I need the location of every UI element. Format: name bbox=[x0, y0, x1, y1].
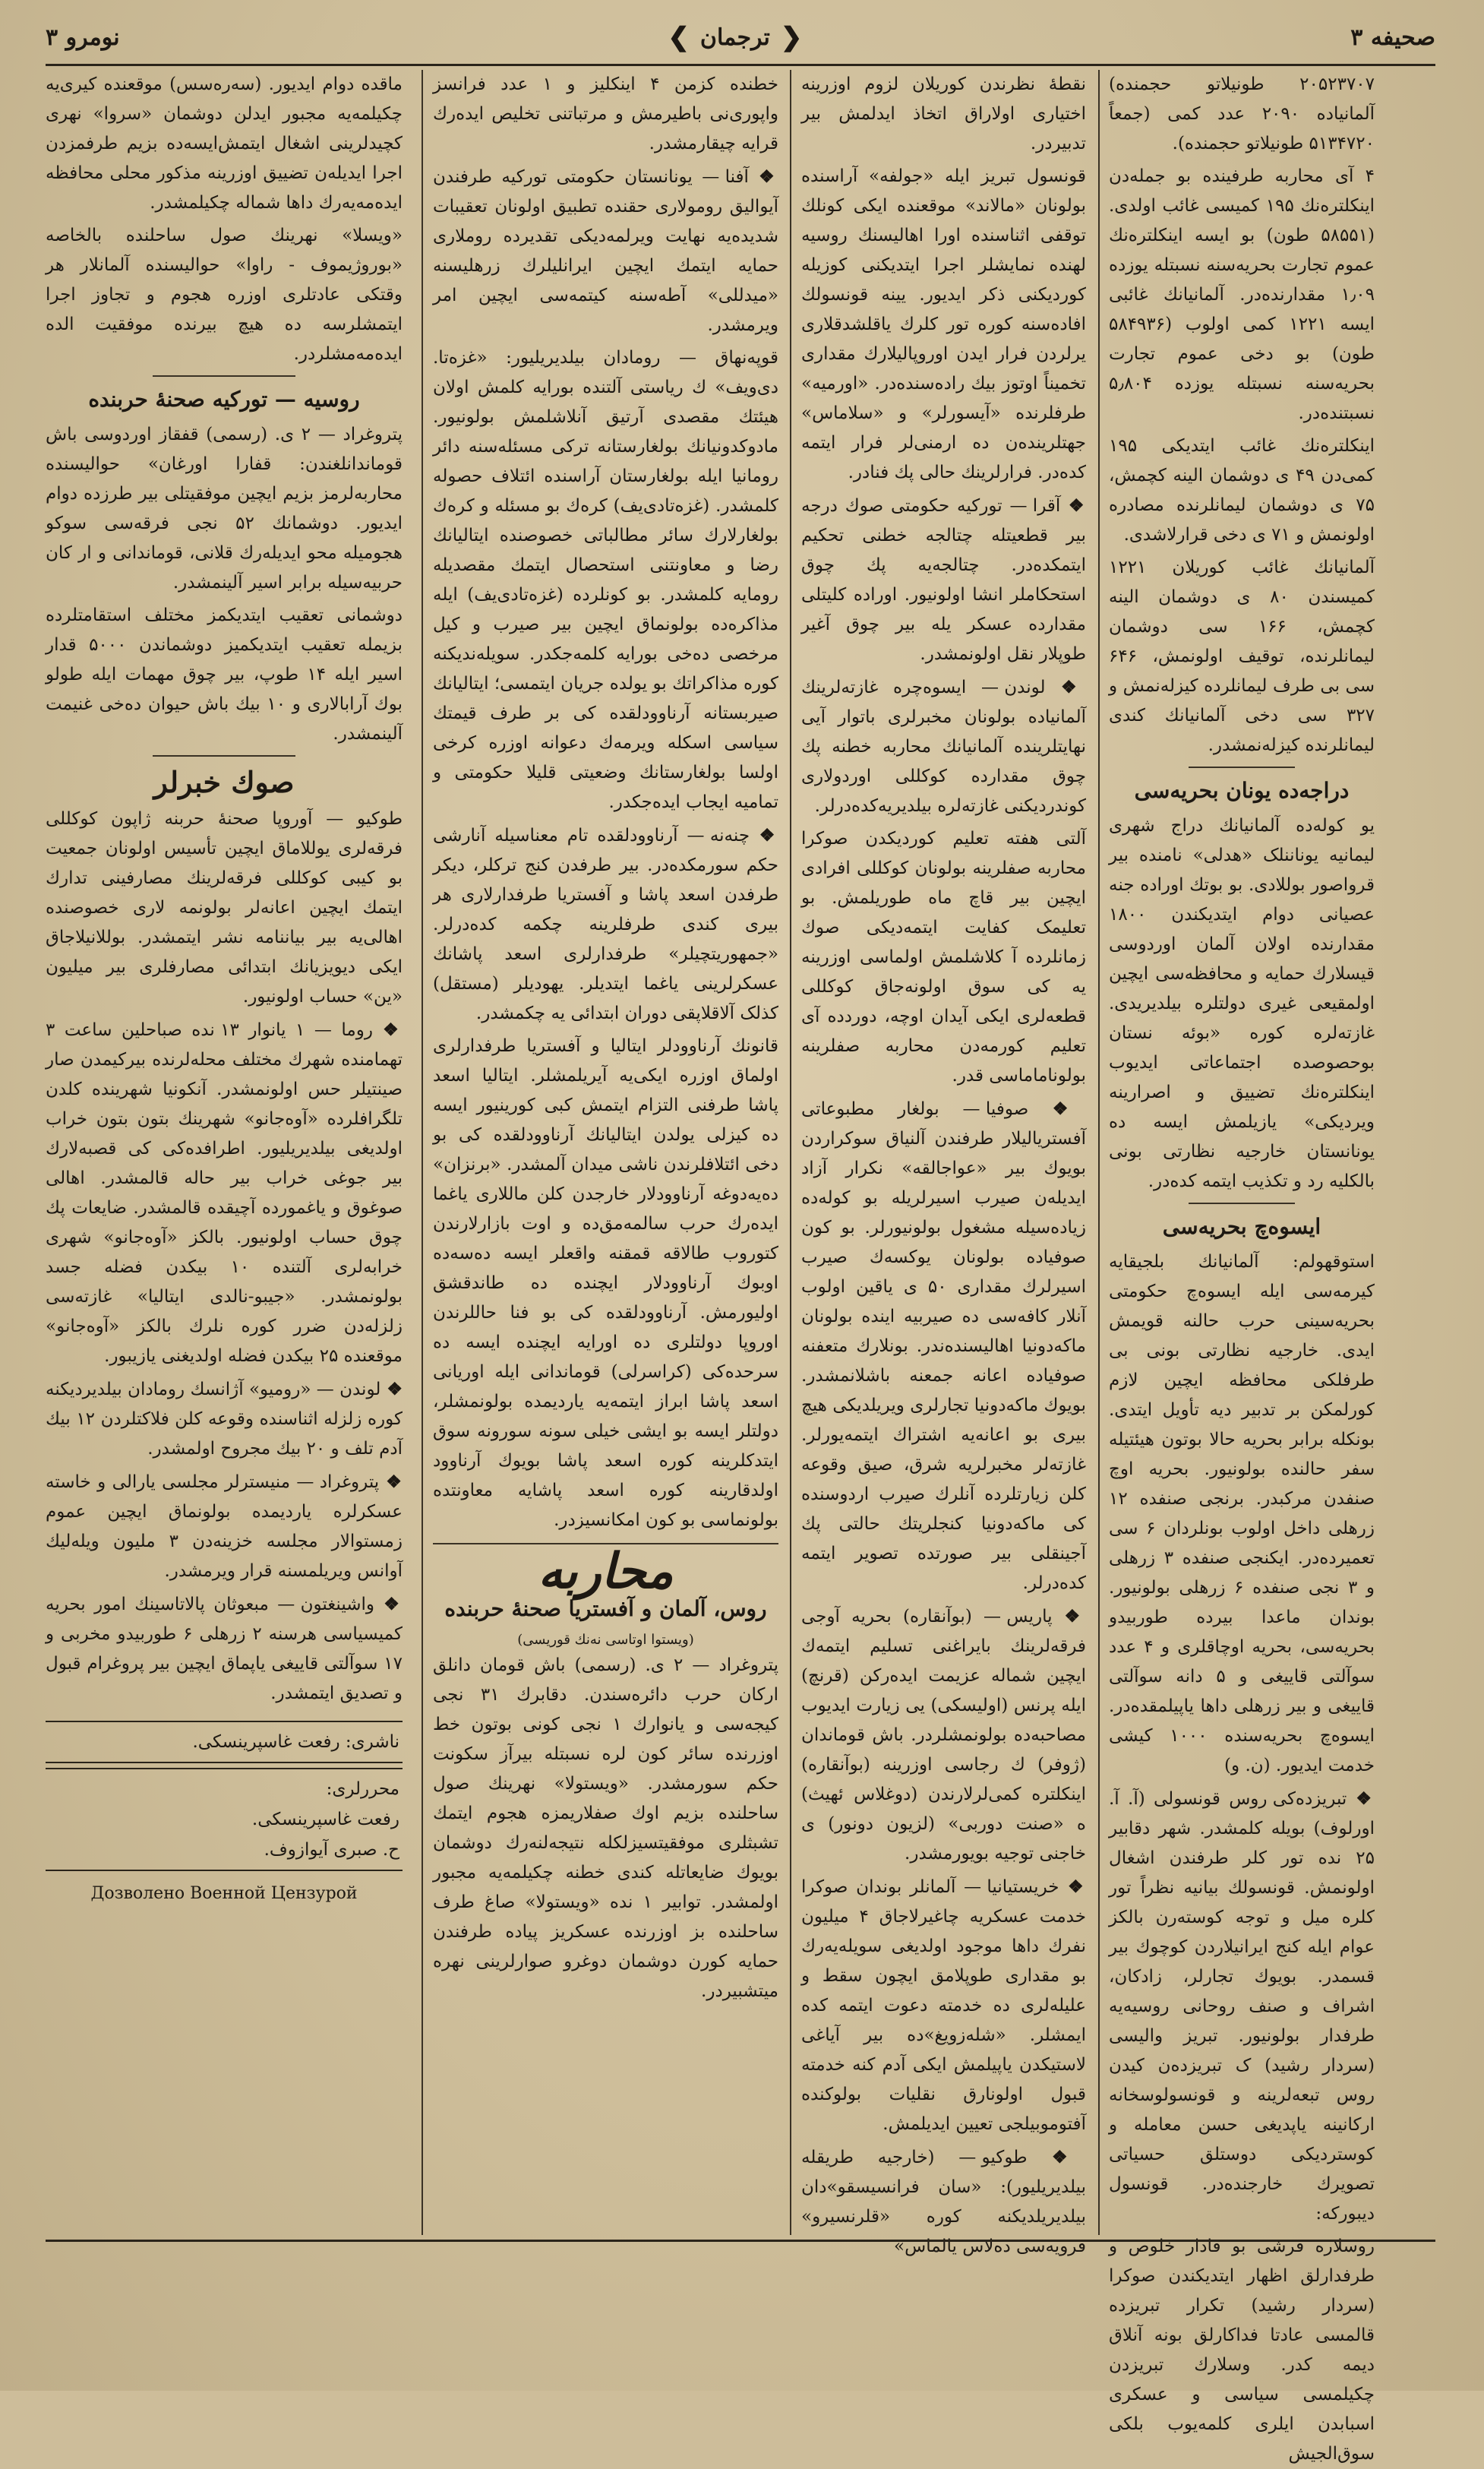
editor-name: ح. صبری آیوازوف. bbox=[264, 1840, 399, 1860]
column-4 bbox=[46, 70, 403, 2235]
news-text: خریستیانیا — آلمانلر بوندان صوکرا خدمت عسکریه چاغیرلاجاق ۴ میلیون نفرك داها موجود اولدیغی سویله‌یه‌رك بو مقداری طوپلامق ایچون سقط و علیله‌لری ده خدمته دعوت ایتمه کده ایمشلر. «شله‌زویغ»ده بیر آیاغی لاستیکدن یاپیلمش ایکی آدم کنه خدمته قبول اولونارق نقلیات بولوکنده آفتوموبیلجی تعیین ایدیلمش. bbox=[801, 1877, 1086, 2134]
publisher-name: رفعت غاسپرینسکی. bbox=[192, 1732, 340, 1752]
paragraph: قوپه‌نهاق — رومادان بیلدیریلیور: «غزەتا. دی‌ویف» ك ریاستی آلتنده بورایه کلمش اولان هیئتك مقصدی آرتیق آنلاشلمش بولونیور. مادوکدونیانك بولغارستانه ترکی مسئله‌سنه دائر روما‌نیا ایله بولغارستان آراسنده ائتلاف حصوله کلمشدر. (غزەتا‌دی‌یف) کرەك بو مسئله و کرەك بولغارلارك سائر مطالباتی خصوصنده ایتالیانك رضا و معاونتنی استحصال ایتمك مقصدیله رومایه کلمشدر. بو کونلرده (غزەتا‌دی‌یف) ایله مذاکره‌ده بولونماق ایچین بیر صیرب و کیل مرخصی ده‌خی بورایه کلمه‌جکدر. سویلەندیکنه کوره مذاکراتك بو یولده جریان ایتمسی؛ ایتالیانك صیربستانه آرناوودلقده کی بر طرف قیمتك سیاسی اسکله ویرمه‌ك دعوانه اوزره کرخی اولسا بولغارستانك وضعیتی قلیلا حکومتی و تمامیه ایجاب ایده‌جکدر. bbox=[433, 348, 778, 812]
column-divider bbox=[1098, 70, 1100, 2235]
section-title: روس، آلمان و آفستریا صحنهٔ حربنده bbox=[444, 1596, 767, 1621]
bullet-icon: ❖ bbox=[750, 825, 778, 846]
censorship-note: Дозволено Военной Цензурой bbox=[90, 1884, 358, 1903]
bullet-icon: ❖ bbox=[380, 1379, 403, 1399]
publisher-label: ناشری: bbox=[345, 1732, 399, 1752]
latest-news-heading: صوك خبرلر bbox=[153, 765, 295, 799]
news-text: آفنا — یونانستان حکومتی تورکیه طرفندن آیوالیق رومولاری حقنده تطبیق اولونان تعقیبات شدیده‌یه نهایت ویرلمه‌دیکی تقدیرده روملاری حمایه ایتمك ایچین ایرانلیلرك زرهلیسنه «میدللی» آطه‌سنه کیتمه‌سی ایچین امر ویرمشدر. bbox=[433, 167, 778, 335]
news-text: لوندن — «رومیو» آژانسك رومادان بیلدیردیکنه کوره زلزله اثناسنده وقوعه کلن فلاکتلردن ۱۲ بیك آدم تلف و ۲۰ بیك مجروح اولمشدر. bbox=[46, 1380, 403, 1459]
news-item bbox=[46, 1467, 403, 1586]
paragraph bbox=[1109, 1784, 1375, 2229]
paragraph: اینکلتره‌نك غائب ایتدیکی ۱۹۵ کمی‌دن ۴۹ ی دوشمان الینه کچمش، ۷۵ ی دوشمان لیمانلرنده مصادره اولونمش و ۷۱ ی دخی قرارلاشدی. bbox=[1109, 436, 1375, 545]
news-text: روما — ۱ یانوار ۱۳ نده صباحلین ساعت ۳ تهمامنده شهرك مختلف محله‌لرنده بیرکیمدن صار صینتیلر حس اولونمشدر. آنکونیا شهرینده کلدن تلگرافلرده «آوه‌جانو» شهرینك بتون بتون خراب اولدیغی بیلدیریلیور. اطرافده‌کی کی قصبه‌لارك بیر جوغی خراب بیر حاله قالمشدر. اهالی صوغوق و یاغمورده آچیقده قالمشدر. ضایعات پك چوق حساب اولونیور. بالکز «آوه‌جانو» شهری خرابه‌لری آلتنده ۱۰ بیکدن فضله جسد بولونمشدر. «جیبو-نالدی ایتالیا» غازته‌سی زلزله‌دن ضرر کوره نلرك بالکز «آوه‌جانو» موقعنده ۲۵ بیکدن فضله اولدیغنی یازیبور. bbox=[46, 1020, 403, 1366]
editor-name: رفعت غاسپرینسکی. bbox=[251, 1810, 399, 1829]
news-text: آقرا — تورکیه حکومتی صوك درجه بیر قطعیتله چتالجه خطنی تحکیم ایتمکده‌در. چتالجه‌یه پك چوق استحکاملر انشا اولونیور. اوراده کلیتلی مقدارده عسکر یله بیر چوق آغیر طوپلار نقل اولونمشدر. bbox=[801, 496, 1086, 664]
news-text: لوندن — ایسوه‌چره غازته‌لرینك آلمانیاده بولونان مخبرلری باتوار آیی نهایتلرینده آلمانیانك محاربه خطنه پك چوق مقدارده کوکللی اوردولاری کوندردیکنی غازته‌لره بیلدیریه‌کده‌درلر. bbox=[801, 678, 1086, 816]
news-item bbox=[801, 491, 1086, 669]
paragraph: خطنده کزمن ۴ اینکلیز و ۱ عدد فرانسز واپوری‌نی باطیرمش و مرتباتنی تخلیص ایده‌رك قرایه چیقارمشدر. bbox=[433, 74, 778, 153]
paragraph: ماقده دوام ایدیور. (سەرەسس) موقعنده کیری‌یه چکیلمه‌یه مجبور ایدلن دوشمان «سروا» نهری کچیدلرینی اشغال ایتمش‌ایسه‌ده بزیم طرفمزدن اجرا ایدیلەن تضییق اوزرینه مذکور محلی محافظه ایده‌مه‌یه‌رك داها شماله چکیلمشدر. bbox=[46, 74, 403, 213]
columns bbox=[38, 70, 1443, 2464]
news-item bbox=[801, 672, 1086, 821]
news-item bbox=[46, 1374, 403, 1464]
newspaper-title: ترجمان bbox=[699, 24, 770, 51]
bullet-icon: ❖ bbox=[1059, 1876, 1086, 1897]
bullet-icon: ❖ bbox=[1060, 495, 1086, 516]
paragraph: دوشمانی تعقیب ایتدیکمز مختلف استقامتلرده بزیمله تعقیب ایتدیکمیز دوشماندن ۵۰۰۰ قدار اسیر ایله ۱۴ طوپ، بیر چوق مهمات ایله طولو بوك آرابالاری و ۱۰ بیك باش حیوان ده‌خی غنیمت آلینمشدر. bbox=[46, 605, 403, 744]
section-title: دراجه‌ده یونان بحریه‌سی bbox=[1134, 778, 1350, 803]
bottom-rule bbox=[46, 2240, 1435, 2242]
bullet-icon: ❖ bbox=[748, 166, 778, 187]
paragraph: روسلاره قرشی بو قادار خلوص و طرفدارلق اظهار ایتدیکندن صوکرا (سردار رشید) تکرار تبریزده قالمسی عادتا فداکارلق بونه آنلاق دیمه کدر. وسلارك تبریزدن چکیلمسی سیاسی و عسکری اسبابدن ایلری کلمه‌یوب بلکی سوق‌الجیش bbox=[1109, 2237, 1375, 2464]
masthead-center bbox=[668, 22, 802, 52]
news-text: پتروغراد — منیسترلر مجلسی یارالی و خاسته عسکرلره یاردیمده بولونماق ایچین عموم زمستوالار مجلسه خزینه‌دن ۳ ملیون ویله‌لیك آوانس ویریلمسنه قرار ویرمشدر. bbox=[46, 1472, 403, 1581]
page-number-label: صحیفه ۳ bbox=[1350, 24, 1435, 51]
bullet-icon: ❖ bbox=[1347, 1788, 1375, 1809]
issue-number-label: نومرو ۳ bbox=[46, 24, 120, 51]
paragraph: پتروغراد — ۲ ی. (رسمی) قفقاز اوردوسی باش قوماندانلغندن: قفارا اورغان» حوالیسنده محاربه‌لرمز بزیم ایچین موفقیتلی بیر طرزده دوام ایدیور. دوشمانك ۵۲ نجی فرقه‌سی سوکو هجومیله محو ایدیلەرك قلانی، قوماندانی و ار کان حربیه‌سیله برابر اسیر آلینمشدر. bbox=[46, 425, 403, 593]
divider bbox=[1189, 767, 1295, 768]
news-item: طوکیو — آوروپا صحنهٔ حربنه ژاپون کوکللی فرقه‌لری یوللاماق ایچین تأسیس اولونان جمعیت بو کیبی کوکللی فرقه‌لرینك مصارفینی تدارك ایتمك ایچین اعانه‌لر بولونمه لاری خصوصنده اهالی‌یه بیر بیاننامه نشر ایتمشدر. بوللانیلاجاق ایکی دیویزیانك ابتدائی مصارفلری بیر میلیون «ین» حساب اولونیور. bbox=[46, 809, 403, 1007]
column-1 bbox=[1109, 70, 1375, 2464]
column-divider bbox=[422, 70, 423, 2235]
masthead bbox=[46, 14, 1435, 61]
paragraph: پتروغراد — ۲ ی. (رسمی) باش قومان دانلق اركان حرب دائره‌سندن. دقابرك ۳۱ نجی کیجه‌سی و یانوارك ۱ نجی کونی بوتون خط اوزرنده سائر کون لره نسبتله بیرآز سکونت حکم سورمشدر. «ویستولا» نهرینك صول ساحلنده بزیم اوك صفلاریمزه هجوم ایتمك تشبثلری موفقیتسیزلکله نتیجەلنه‌رك دوشمان بویوك ضایعاتله کندی خطنه چکیلمه‌یه مجبور اولمشدر. توابیر ۱ نده «ویستولا» صاغ طرف ساحلنده بز اوزرنده عسکریز پیاده طرفندن حمایه کورن دوشمان دوغرو صوارلرینی نهره میتشبیردر. bbox=[433, 1655, 778, 2001]
news-text: واشینغتون — مبعوثان پالاتاسینك امور بحریه کمیسیاسی هرسنه ۲ زرهلی ۶ طوربیدو مخربی و ۱۷ سوآلتی قاییغی یاپماق ایچین بیر پروغرام قبول و تصدیق ایتمشدر. bbox=[46, 1595, 403, 1703]
column-divider bbox=[790, 70, 791, 2235]
news-item bbox=[801, 1601, 1086, 1869]
editors-label: محررلری: bbox=[326, 1779, 399, 1799]
section-title: ایسوه‌چ بحریه‌سی bbox=[1162, 1214, 1321, 1239]
paragraph-text: تبریزده‌کی روس قونسولی (آ. آ. اورلوف) بویله کلمشدر. شهر دقابیر ۲۵ نده تور کلر طرفندن اشغال اولونمش. قونسولك بیانیه نظراً تور کلره میل و توجه کوستەرن بالکز عوام ایله کنج ایرانیلاردن کوچوك بیر قسمدر. بویوك تجارلر، زادکان، اشراف و صنف روحانی روسیه‌یه طرفدار بولونیور. تبریز والیسی (سردار رشید) ک تبریزده‌ن کیدن روس تبعەلرینه و قونسولوسخانه ارکانینه یاپدیغی حسن معامله و کوستردیکی دوستلق حسیاتی تصویرك خارجنده‌در. قونسول دیبورکه: bbox=[1109, 1789, 1375, 2224]
paragraph: استوقهولم: آلمانیانك بلجیقایه کیرمه‌سی ایله ایسوه‌چ حکومتی بحریه‌سینی حرب حالنه قویمش ایدی. خارجیه نظارتی بونی بی طرفلکی محافظه ایچین لازم کورلمکن بر تدبیر دیه تأویل ایتدی. بونکله برابر بحریه حالا بوتون هیئتیله سفر حالنده بولونیور. بحریه اوچ صنفدن مرکبدر. برنجی صنفده ۱۲ زرهلی داخل اولوب بونلردان ۶ سی تعمیرده‌در. ایکنجی صنفده ۳ زرهلی و ۳ نجی صنفده ۶ زرهلی بولونیور. بوندان ماعدا بیرده طوربیدو بحریه‌سی، بحریه اوچاقلری و ۴ عدد سوآلتی قاییغی و ۵ دانه سوآلتی قاییغی و بیر زرهلی داها یاپیلمقده‌در. ایسوه‌چ بحریه‌سنده ۱۰۰۰ کیشی خدمت ایدیور. (ن. و) bbox=[1109, 1252, 1375, 1775]
ornament-left-icon: ❯ bbox=[668, 22, 690, 52]
news-item bbox=[46, 1015, 403, 1371]
news-item bbox=[801, 1094, 1086, 1598]
war-heading: محاربه bbox=[538, 1543, 674, 1600]
masthead-rule bbox=[46, 64, 1435, 66]
paragraph: یو کوله‌ده آلمانیانك دراج شهری لیمانیه یوناننلک «هدلی» نامنده بیر قرواصور بوللادی. بو بوتك اوراده جنه عصیانی دوام ایتدیکندن ۱۸۰۰ مقدارنده اولان آلمان اوردوسی قیسلارك حمایه و محافظه‌سی ایچین اولمقیعی غیری دولتلره بیلدیریدی. غازته‌لره کوره «بوئه نستان بوحصوصده اجتماعاتی ایدیوب اینکلتره‌نك تضییق و اصرارینه ویردیکی» یازیلمش ایسه ده یونانستان خارجیه نظارتی بونی بالکلیه رد و تکذیب ایتمه کده‌در. bbox=[1109, 816, 1375, 1191]
paragraph: قونسول تبریز ایله «جولفه» آراسنده بولونان «مالاند» موقعنده ایکی کونلك توقفی اثناسنده اورا اهالیسنك روسیه لهنده نمایشلر اجرا ایتدیکنی کوزیله کوردیکنی ذکر ایدیور. یینه قونسولك افاده‌سنه کوره تور کلرك یاقلشدقلاری یرلردن فرار ایدن اوروپالیلارك مقداری تخمیناً اوتوز بیك راده‌سنده‌در. «اورمیه» طرفلرنده «آیسورلر» و «سلاماس» جهتلرینده‌ن ده ارمنی‌لر فرار ایتمه کده‌در. فرارلرینك حالی پك فنادر. bbox=[801, 166, 1086, 482]
news-text: چنه‌نه — آرناوودلقده تام معنا‌سیله آنارشی حکم سورمکده‌در. بیر طرفدن کنج ترکلر، دیکر طرفدن اسعد پاشا و آفستریا طرفدارلاری هر بیری کندی طرفلرینه چکمه کده‌درلر. «جمهوریتچیلر» طرفدارلری اسعد پاشانك عسکرلرینی یاغما ایتدیلر. یهودیلر (مستقل) کذلک آلاقلاپقی دوران ابتدائی یه چکمشدر. bbox=[433, 826, 778, 1023]
news-item bbox=[801, 2142, 1086, 2262]
news-text: پاریس — (بوآنقاره) بحریه آوجی فرقه‌لرینك بایراغنی تسلیم ایتمه‌ك ایچین شماله عزیمت ایدەرکن (قرنچ) ایله پرنس (اولیسکی) یی زیارت ایدیوب مصاحبه‌ده بولونمشلردر. باش قوماندان (ژوفر) ك رجاسی اوزرینه (بوآنقاره) اینکلتره کمی‌لرلارندن (دوغلاس ئهیث) ‌ه «صنت دوربی» (لزیون دونور) ی خاجنی توجیه بویورمشدر. bbox=[801, 1607, 1086, 1864]
bullet-icon: ❖ bbox=[374, 1594, 403, 1614]
paragraph: قانونك آرناوودلر ایتالیا و آفستریا طرفدارلری اولماق اوزره ایکی‌یه آیریلمشلر. ایتالیا اسعد پاشا طرفنی التزام ایتمش کبی کورینیور ایسه ده کیزلی یولدن ایتالیانك آرناوودلقده کی بو دخی ائتلافلرندن ناشی میدان آلمشدر. «برنزان» ده‌یه‌دوغه آرناوودلار خارجدن کلن ماللاری یاغما ایده‌رك حرب سالمه‌مق‌ده و اوت بازارلارندن کتوروب طالاقه قمقنه واقعلر ایسه ده‌سه‌ده اوبوك آرناوودلار ایچنده ده طاندقشق اولیورمش. آرناوودلقده کی بو فنا حاللرندن اوروپا دولتلری ده اورایه ایچنده ایسه ده سرحده‌کی (کراسرلی) قوماندانی ایله اوریانی اسعد پاشا ابراز ایتمه‌یه یاردیمده بولونمشلر، دولتلر ایسه بو ایشی خیلی سونه سورونه سوق ایتدکلرینه کوره اسعد پاشا بویوك آرناوود اولدقارینه کوره اسعد پاشایه معاونتده بولونماسی بو کون امکانسیزدر. bbox=[433, 1036, 778, 1530]
paragraph: نقطهٔ نظرندن کوریلان لزوم اوزرینه اختیاری اولاراق اتخاذ ایدلمش بیر تدبیردر. bbox=[801, 74, 1086, 153]
paragraph: «ویسلا» نهرینك صول ساحلنده بالخاصه «بوروژیموف - راوا» حوالیسنده آلمانلار هر وقتکی عادتلری اوزره هجوم و تجاوز اجرا ایتمشلرسه ده هیچ بیرنده موفقیت الده ایده‌مه‌مشلردر. bbox=[46, 226, 403, 364]
divider bbox=[153, 375, 295, 377]
divider bbox=[1189, 1203, 1295, 1204]
bullet-icon: ❖ bbox=[1045, 677, 1086, 697]
bullet-icon: ❖ bbox=[1028, 1099, 1086, 1119]
publisher-box bbox=[46, 1721, 403, 1763]
paragraph: آلمانیانك غائب کوریلان ۱۲۲۱ کمیسندن ۸۰ ی دوشمان الینه کچمش، ۱۶۶ سی دوشمان لیمانلرنده، توقیف اولونمش، ۶۴۶ سی بی طرف لیمانلرده کیزلەنمش و ۳۲۷ سی دخی آلمانیانك کندی لیمانلرنده کیزلەنمشدر. bbox=[1109, 558, 1375, 755]
ornament-right-icon: ❮ bbox=[780, 22, 803, 52]
bullet-icon: ❖ bbox=[372, 1020, 403, 1040]
news-item bbox=[433, 820, 778, 1029]
section-subtitle: (ویستوا اوتاسی نه‌نك قوریسی) bbox=[517, 1632, 694, 1648]
section-title: روسیه — تورکیه صحنهٔ حربنده bbox=[88, 387, 360, 412]
news-text: طوکیو — (خارجیه طریقله بیلدیریلیور): «سان فرانسیسقو»دان بیلدیریلدیکنه کوره «قلرنسیرو» قرویه‌سی ده‌لاس یالماس» bbox=[801, 2148, 1086, 2256]
news-item bbox=[433, 162, 778, 340]
editors-box bbox=[46, 1768, 403, 1871]
news-item bbox=[46, 1589, 403, 1709]
paragraph: آلتی هفته تعلیم کوردیکدن صوکرا محاربه صفلرینه بولونان کوکللی افرادی ایچین بیر قاچ ماه طوریلمش. بو تعلیمک کفایت ایتمه‌دیکی صوك زمانلرده آ کلاشلمش اولماسی اوزرینه یه کی سوق اولونه‌جاق کوکللی قطعه‌لری ایکی آیدان اوچه، دوردده آی تعلیم کورمه‌دن محاربه صفلرینه بولوناماماسی قدر. bbox=[801, 829, 1086, 1086]
divider bbox=[153, 755, 295, 757]
column-3 bbox=[433, 70, 778, 2235]
paragraph: ۲۰۵۲۳۷۰۷ طونیلاتو حجمنده) آلمانیاده ۲۰۹۰ عدد کمی (جمعاً ۵۱۳۴۷۲۰ طونیلاتو حجمنده). bbox=[1109, 74, 1375, 153]
bullet-icon: ❖ bbox=[1052, 1606, 1086, 1627]
column-2 bbox=[801, 70, 1086, 2256]
news-text: صوفیا — بولغار مطبوعاتی آفستریا‌لیلار طرفندن آلنیاق سوکراردن بویوك بیر «عواجالقه» نکرار آزاد ایدیلەن صیرب اسیرلریله بو کوله‌ده زیاده‌سیله مشغول بولونیورلر. بو کون صوفیاده بولونان یوکسه‌ك صیرب اسیرلرك مقداری ۵۰ ی یاقین اولوب آنلار کافه‌سی ده صیربیه اینده بولونان ماکه‌دونیا اهالیسنده‌ندر. بونلارك متعفنه صوفیاده اعانه جمعنه باشلانمشدر. بویوك ماکه‌دونیا تجارلری ویریلدیکی هیچ بیری بو اعانه‌یه اشتراك ایتمه‌یورلر. غازته‌لر مخبرلریه شرق، صیق وقوعه کلن زیارتلرده آنلرك صیرب اردوسنده کی ماکه‌دونیا کنجلریتك حالتی پك آجینقلی بیر صورتده تصویر ایتمه کده‌درلر. bbox=[801, 1099, 1086, 1593]
publisher-line bbox=[49, 1727, 399, 1757]
news-item bbox=[801, 1872, 1086, 2139]
paragraph: ۴ آی محاربه طرفینده بو جمله‌دن اینکلتره‌نك ۱۹۵ کمیسی غائب اولدی. (۵۸۵۵۱ طون) بو ایسه اینکلتره‌نك عموم تجارت بحریه‌سنه نسبتله یوزده ۱٫۰۹ مقدارندەدر. آلمانیانك غائبی ایسه ۱۲۲۱ کمی اولوب (۵۸۴۹۳۶ طون) بو دخی عموم تجارت بحریه‌سنه نسبتله یوزده ۵٫۸۰۴ نسبتنده‌در. bbox=[1109, 166, 1375, 423]
bullet-icon: ❖ bbox=[379, 1472, 403, 1492]
bullet-icon: ❖ bbox=[1027, 2147, 1086, 2167]
